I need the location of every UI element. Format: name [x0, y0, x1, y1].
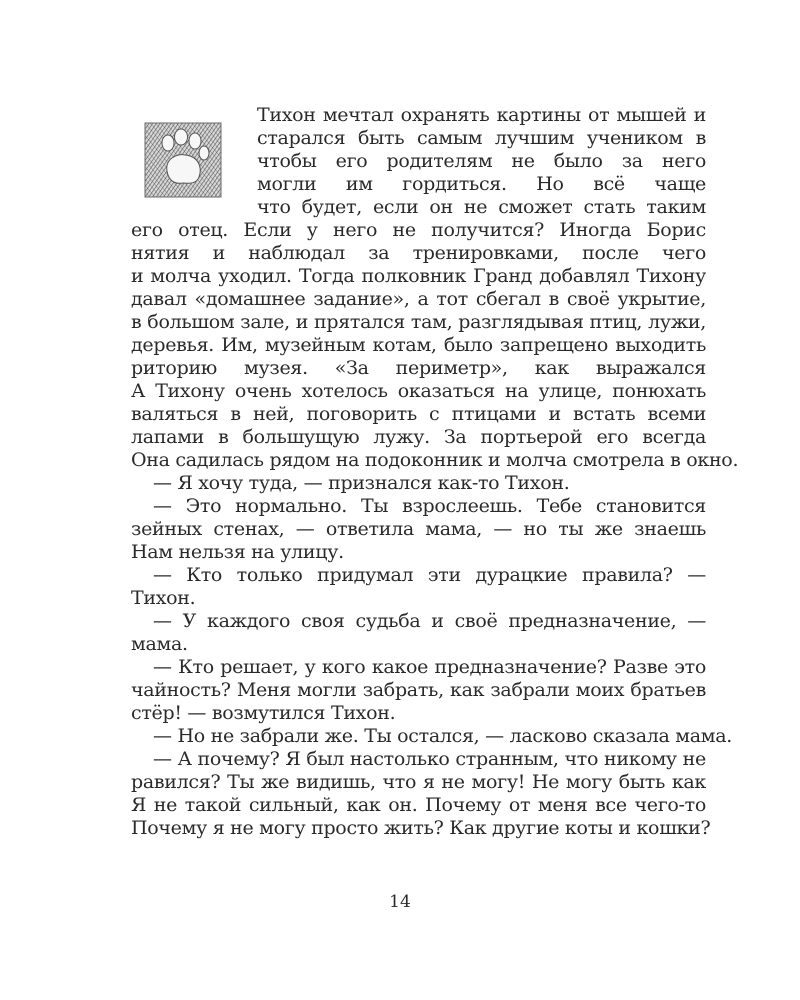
text-line: мама.: [131, 633, 188, 655]
text-line: и молча уходил. Тогда полковник Гранд добавлял Тихону: [131, 265, 706, 287]
text-line: стёр! — возмутился Тихон.: [131, 702, 396, 724]
dialogue-line: — Это нормально. Ты взрослеешь. Тебе становится: [153, 495, 706, 517]
text-line: зейных стенах, — ответила мама, — но ты же знаешь: [131, 518, 706, 540]
text-line: Нам нельзя на улицу.: [131, 541, 344, 563]
text-line: могли им гордиться. Но всё чаще: [257, 173, 706, 195]
text-line: что будет, если он не сможет стать таким: [257, 196, 706, 218]
text-line: Тихон мечтал охранять картины от мышей и: [257, 104, 706, 126]
dialogue-line: — А почему? Я был настолько странным, что никому не: [153, 748, 706, 770]
text-line: чайность? Меня могли забрать, как забрали моих братьев: [131, 679, 706, 701]
dialogue-line: — Я хочу туда, — признался как-то Тихон.: [153, 472, 570, 494]
text-line: Почему я не могу просто жить? Как другие коты и кошки?: [131, 817, 711, 839]
text-line: старался быть самым лучшим учеником в: [257, 127, 706, 149]
text-line: А Тихону очень хотелось оказаться на улице, понюхать: [131, 380, 706, 402]
page-number: 14: [389, 892, 411, 912]
text-line: риторию музея. «За периметр», как выражался: [131, 357, 706, 379]
text-line: чтобы его родителям не было за него: [257, 150, 706, 172]
text-line: нятия и наблюдал за тренировками, после чего: [131, 242, 706, 264]
text-line: в большом зале, и прятался там, разглядывая птиц, лужи,: [131, 311, 706, 333]
body-text: [131, 104, 739, 840]
text-line: валяться в ней, поговорить с птицами и встать всеми: [131, 403, 706, 425]
dialogue-line: — Кто только придумал эти дурацкие правила? —: [153, 564, 706, 586]
dialogue-line: — Но не забрали же. Ты остался, — ласково сказала мама.: [153, 725, 733, 747]
text-line: его отец. Если у него не получится? Иногда Борис: [131, 219, 706, 241]
text-line: давал «домашнее задание», а тот сбегал в своё укрытие,: [131, 288, 706, 310]
text-line: равился? Ты же видишь, что я не могу! Не могу быть как: [131, 771, 706, 793]
text-line: Тихон.: [131, 587, 196, 609]
text-line: Она садилась рядом на подоконник и молча смотрела в окно.: [131, 449, 739, 471]
dialogue-line: — У каждого своя судьба и своё предназначение, —: [153, 610, 706, 632]
text-line: лапами в большущую лужу. За портьерой его всегда: [131, 426, 706, 448]
text-line: Я не такой сильный, как он. Почему от меня все чего-то: [131, 794, 706, 816]
text-line: деревья. Им, музейным котам, было запрещено выходить: [131, 334, 706, 356]
dialogue-line: — Кто решает, у кого какое предназначение? Разве это: [153, 656, 706, 678]
